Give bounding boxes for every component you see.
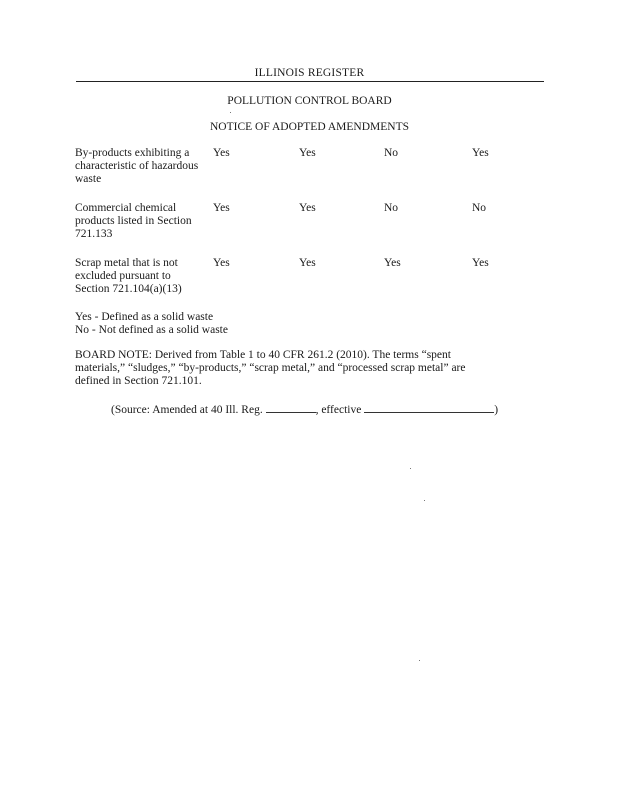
row-label: By-products exhibiting a characteristic of hazardous waste <box>75 147 199 185</box>
table-cell: No <box>384 202 399 214</box>
scan-speck <box>230 112 231 113</box>
source-middle: , effective <box>315 404 362 416</box>
table-cell: Yes <box>213 147 230 159</box>
source-line <box>111 402 498 416</box>
register-title: ILLINOIS REGISTER <box>254 67 365 79</box>
table-cell: Yes <box>213 202 230 214</box>
header-rule <box>76 81 544 82</box>
source-prefix: (Source: Amended at 40 Ill. Reg. <box>111 404 263 416</box>
scan-speck <box>424 500 425 501</box>
board-title: POLLUTION CONTROL BOARD <box>227 95 392 107</box>
scan-speck <box>419 660 420 661</box>
table-cell: Yes <box>472 257 489 269</box>
board-note: BOARD NOTE: Derived from Table 1 to 40 CFR 261.2 (2010). The terms “spent materials,” “sludges,” “by-products,” “scrap metal,” and “processed scrap metal” are defined in Section 721.101. <box>75 349 466 387</box>
legend-no: No - Not defined as a solid waste <box>75 324 228 336</box>
solid-waste-table <box>75 147 515 313</box>
legend-yes: Yes - Defined as a solid waste <box>75 311 214 323</box>
table-cell: No <box>472 202 487 214</box>
notice-title: NOTICE OF ADOPTED AMENDMENTS <box>209 121 410 133</box>
table-cell: Yes <box>472 147 489 159</box>
row-label: Scrap metal that is not excluded pursuant to Section 721.104(a)(13) <box>75 257 182 295</box>
table-cell: Yes <box>384 257 401 269</box>
table-cell: Yes <box>299 257 316 269</box>
effective-date-blank <box>364 402 494 413</box>
table-row <box>75 147 515 202</box>
row-label: Commercial chemical products listed in Section 721.133 <box>75 202 192 240</box>
table-cell: Yes <box>213 257 230 269</box>
table-cell: Yes <box>299 202 316 214</box>
table-cell: Yes <box>299 147 316 159</box>
source-suffix: ) <box>494 404 499 416</box>
legend <box>75 311 228 337</box>
register-blank <box>266 402 316 413</box>
table-row <box>75 257 515 313</box>
table-row <box>75 202 515 257</box>
table-cell: No <box>384 147 399 159</box>
scan-speck <box>410 468 411 469</box>
